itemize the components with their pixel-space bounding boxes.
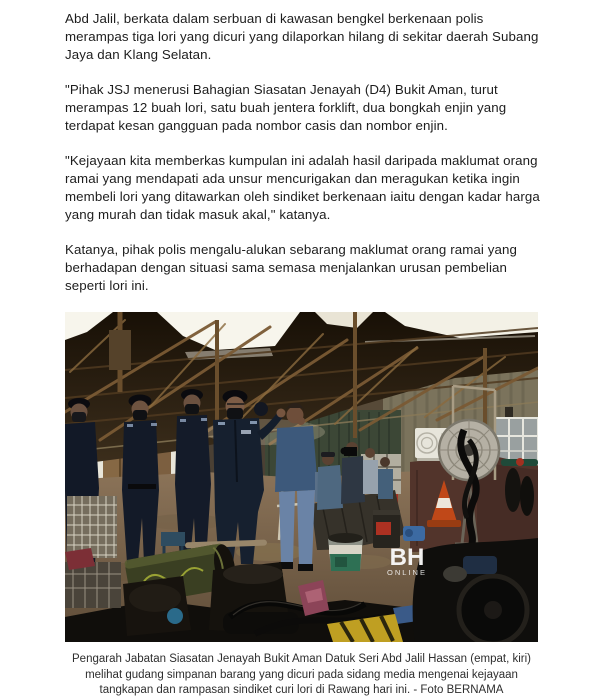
article-text bbox=[65, 10, 542, 295]
article-figure bbox=[65, 312, 538, 699]
paragraph-3: "Kejayaan kita memberkas kumpulan ini adalah hasil daripada maklumat orang ramai yang mendapati ada unsur mencurigakan dan meragukan ketika ingin membeli lori yang ditawarkan oleh sindiket berkenaan iaitu dengan kadar harga yang murah dan tidak masuk akal," katanya. bbox=[65, 153, 540, 222]
warehouse-windows bbox=[495, 418, 538, 464]
officer-head-partial bbox=[254, 402, 268, 416]
paragraph-1: Abd Jalil, berkata dalam serbuan di kawasan bengkel berkenaan polis merampas tiga lori yang dicuri yang dilaporkan hilang di sekitar daerah Subang Jaya dan Klang Selatan. bbox=[65, 11, 539, 62]
watermark-subtitle: ONLINE bbox=[387, 568, 427, 577]
photo-caption: Pengarah Jabatan Siasatan Jenayah Bukit Aman Datuk Seri Abd Jalil Hassan (empat, kiri) melihat gudang simpanan barang yang dicuri pada sidang media mengenai kejayaan tangkapan dan rampasan sindiket curi lori di Rawang hari ini. - Foto BERNAMA bbox=[72, 653, 531, 696]
teal-bucket bbox=[328, 533, 363, 571]
watermark-title: BH bbox=[389, 544, 425, 571]
dark-scrap-right bbox=[413, 538, 538, 642]
blue-machine-part bbox=[403, 526, 425, 541]
drum-red-label bbox=[373, 510, 400, 548]
article-photo bbox=[65, 312, 538, 642]
bh-online-watermark bbox=[387, 544, 427, 577]
paragraph-2: "Pihak JSJ menerusi Bahagian Siasatan Jenayah (D4) Bukit Aman, turut merampas 12 buah lori, satu buah jentera forklift, dua bongkah enjin yang terdapat kesan gangguan pada nombor casis dan nombor enjin. bbox=[65, 82, 507, 133]
red-valve bbox=[516, 458, 524, 466]
paragraph-4: Katanya, pihak polis mengalu-alukan sebarang maklumat orang ramai yang berhadapan dengan situasi sama semasa menjalankan urusan pembelian seperti lori ini. bbox=[65, 242, 517, 293]
